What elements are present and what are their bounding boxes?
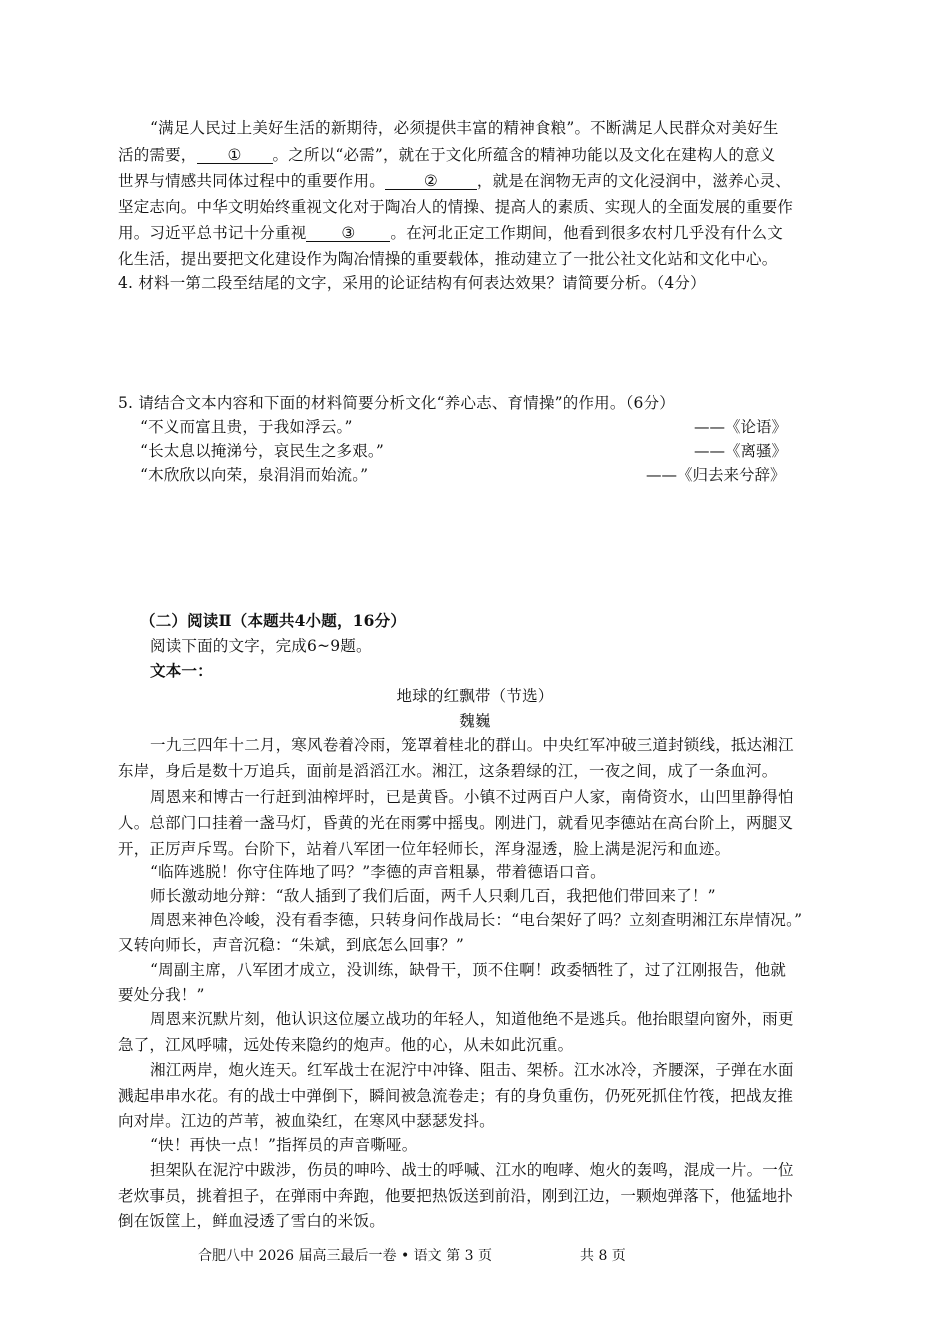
passage-text: 活的需要，: [118, 146, 197, 164]
story-line: 师长激动地分辩：“敌人插到了我们后面，两千人只剩几百，我把他们带回来了！”: [150, 887, 716, 905]
article-title: 地球的红飘带（节选）: [396, 687, 554, 705]
passage-line-6: 化生活，提出要把文化建设作为陶冶情操的重要载体，推动建立了一批公社文化站和文化中心。: [118, 250, 778, 268]
story-line: 周恩来沉默片刻，他认识这位屡立战功的年轻人，知道他绝不是逃兵。他抬眼望向窗外，雨更: [150, 1010, 794, 1028]
story-line: 急了，江风呼啸，远处传来隐约的炮声。他的心，从未如此沉重。: [118, 1036, 574, 1054]
passage-text: 。之所以“必需”，就在于文化所蕴含的精神功能以及文化在建构人的意义: [272, 146, 776, 164]
section-instruction: 阅读下面的文字，完成6~9题。: [150, 637, 372, 655]
quote-3-source: ——《归去来兮辞》: [646, 466, 786, 484]
quote-2-source: ——《离骚》: [694, 442, 788, 460]
story-line: “周副主席，八军团才成立，没训练，缺骨干，顶不住啊！政委牺牲了，过了江刚报告，他就: [150, 961, 787, 979]
story-line: “临阵逃脱！你守住阵地了吗？”李德的声音粗暴，带着德语口音。: [150, 863, 606, 881]
passage-line-3: [118, 171, 838, 191]
story-line: 周恩来和博古一行赶到油榨坪时，已是黄昏。小镇不过两百户人家，南倚资水，山凹里静得怕: [150, 788, 794, 806]
quote-1: “不义而富且贵，于我如浮云。”: [140, 418, 353, 436]
story-line: 担架队在泥泞中跋涉，伤员的呻吟、战士的呼喊、江水的咆哮、炮火的轰鸣，混成一片。一位: [150, 1161, 794, 1179]
story-line: 又转向师长，声音沉稳：“朱斌，到底怎么回事？”: [118, 936, 464, 954]
story-line: 倒在饭筐上，鲜血浸透了雪白的米饭。: [118, 1212, 385, 1230]
passage-line-5: [118, 223, 838, 243]
footer-page-info: 合肥八中 2026 届高三最后一卷 • 语文 第 3 页: [198, 1248, 492, 1264]
quote-2: “长太息以掩涕兮，哀民生之多艰。”: [140, 442, 384, 460]
text-label: 文本一：: [150, 661, 213, 680]
passage-line-1: “满足人民过上美好生活的新期待，必须提供丰富的精神食粮”。不断满足人民群众对美好生: [150, 119, 779, 137]
passage-line-4: 坚定志向。中华文明始终重视文化对于陶冶人的情操、提高人的素质、实现人的全面发展的重要作: [118, 198, 794, 216]
story-line: 溅起串串水花。有的战士中弹倒下，瞬间被急流卷走；有的身负重伤，仍死死抓住竹筏，把战友推: [118, 1087, 794, 1105]
blank-3: ③: [306, 225, 390, 242]
blank-2: ②: [385, 173, 477, 190]
story-line: 向对岸。江边的芦苇，被血染红，在寒风中瑟瑟发抖。: [118, 1112, 495, 1130]
story-line: 一九三四年十二月，寒风卷着冷雨，笼罩着桂北的群山。中央红军冲破三道封锁线，抵达湘江: [150, 736, 794, 754]
question-5: 5. 请结合文本内容和下面的材料简要分析文化“养心志、育情操”的作用。（6分）: [118, 394, 675, 412]
question-4: 4. 材料一第二段至结尾的文字，采用的论证结构有何表达效果？请简要分析。（4分）: [118, 274, 706, 292]
article-author: 魏巍: [459, 712, 491, 730]
story-line: 要处分我！”: [118, 986, 205, 1004]
quote-1-source: ——《论语》: [694, 418, 788, 436]
story-line: “快！再快一点！”指挥员的声音嘶哑。: [150, 1136, 418, 1154]
passage-text: 世界与情感共同体过程中的重要作用。: [118, 172, 385, 190]
passage-text: 用。习近平总书记十分重视: [118, 224, 307, 242]
story-line: 周恩来神色冷峻，没有看李德，只转身问作战局长：“电台架好了吗？立刻查明湘江东岸情况。”: [150, 911, 803, 929]
footer-total-pages: 共 8 页: [580, 1248, 626, 1264]
passage-line-2: [118, 145, 838, 165]
passage-text: ，就是在润物无声的文化浸润中，滋养心灵、: [476, 172, 791, 190]
section-heading: （二）阅读Ⅱ（本题共4小题，16分）: [140, 611, 407, 630]
passage-text: 。在河北正定工作期间，他看到很多农村几乎没有什么文: [390, 224, 783, 242]
story-line: 开，正厉声斥骂。台阶下，站着八军团一位年轻师长，浑身湿透，脸上满是泥污和血迹。: [118, 840, 731, 858]
story-line: 老炊事员，挑着担子，在弹雨中奔跑，他要把热饭送到前沿，刚到江边，一颗炮弹落下，他猛地扑: [118, 1187, 794, 1205]
blank-1: ①: [197, 147, 273, 164]
story-line: 人。总部门口挂着一盏马灯，昏黄的光在雨雾中摇曳。刚进门，就看见李德站在高台阶上，两腿叉: [118, 814, 794, 832]
quote-3: “木欣欣以向荣，泉涓涓而始流。”: [140, 466, 369, 484]
story-line: 东岸，身后是数十万追兵，面前是滔滔江水。湘江，这条碧绿的江，一夜之间，成了一条血河。: [118, 762, 778, 780]
story-line: 湘江两岸，炮火连天。红军战士在泥泞中冲锋、阻击、架桥。江水冰冷，齐腰深，子弹在水面: [150, 1061, 794, 1079]
